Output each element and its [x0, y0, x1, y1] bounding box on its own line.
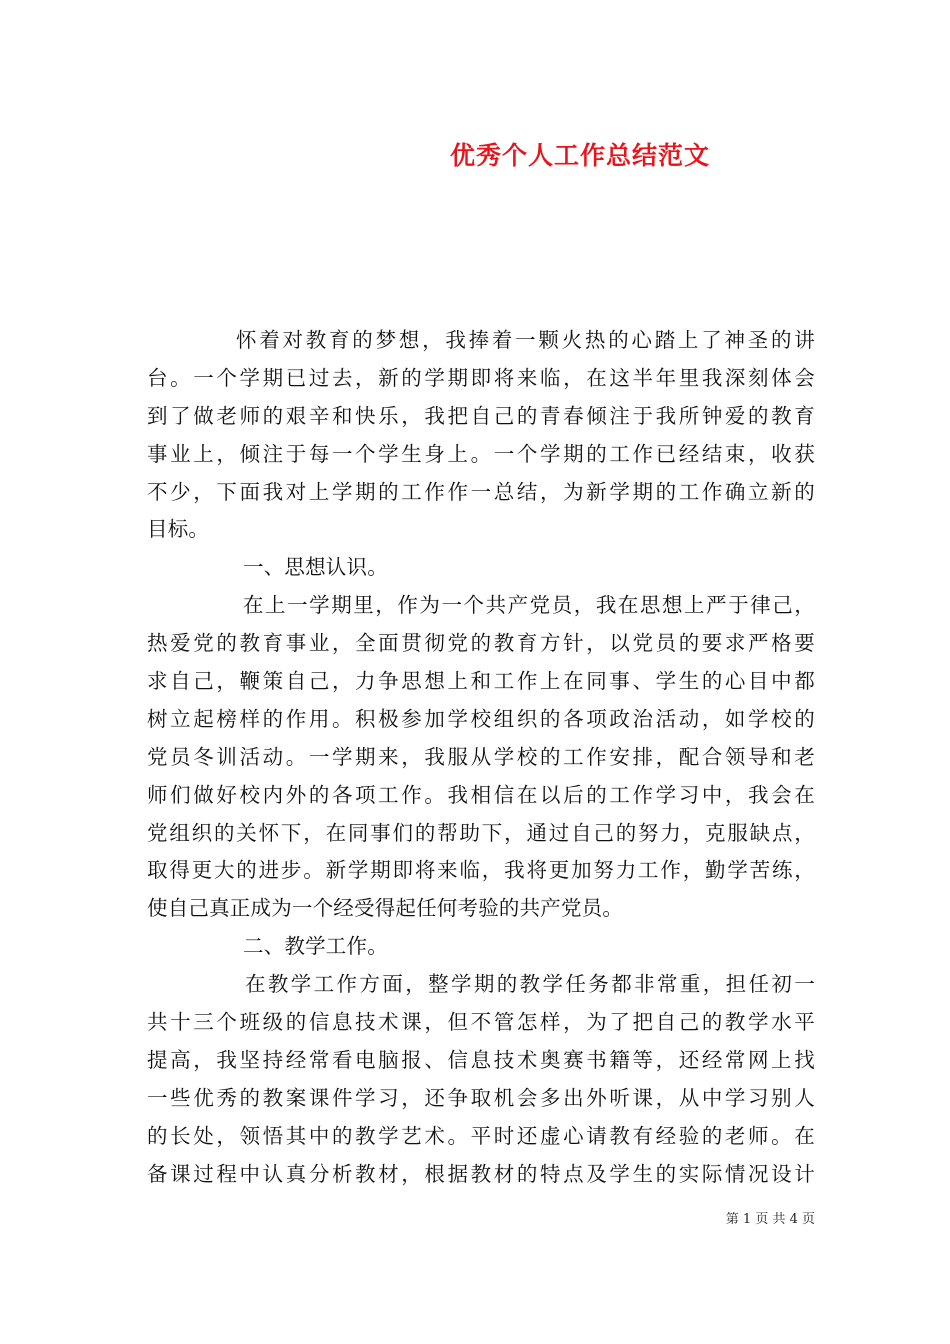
page-number: 第 1 页 共 4 页 — [725, 1212, 815, 1227]
section-heading: 二、教学工作。 — [243, 934, 388, 959]
body-line: 台。一个学期已过去，新的学期即将来临，在这半年里我深刻体会 — [147, 365, 815, 390]
body-line: 取得更大的进步。新学期即将来临，我将更加努力工作，勤学苦练， — [147, 858, 815, 883]
body-line: 党组织的关怀下，在同事们的帮助下，通过自己的努力，克服缺点， — [147, 820, 815, 845]
body-line: 不少，下面我对上学期的工作作一总结，为新学期的工作确立新的 — [147, 479, 815, 504]
body-line: 求自己，鞭策自己，力争思想上和工作上在同事、学生的心目中都 — [147, 669, 815, 694]
body-line: 在教学工作方面，整学期的教学任务都非常重，担任初一 — [245, 972, 815, 997]
body-line: 党员冬训活动。一学期来，我服从学校的工作安排，配合领导和老 — [147, 744, 815, 769]
document-title: 优秀个人工作总结范文 — [449, 141, 710, 170]
body-line: 共十三个班级的信息技术课，但不管怎样，为了把自己的教学水平 — [147, 1010, 815, 1035]
body-line: 怀着对教育的梦想，我捧着一颗火热的心踏上了神圣的讲 — [236, 328, 815, 352]
body-line: 的长处，领悟其中的教学艺术。平时还虚心请教有经验的老师。在 — [147, 1123, 815, 1148]
section-heading: 一、思想认识。 — [243, 555, 388, 580]
body-line: 备课过程中认真分析教材，根据教材的特点及学生的实际情况设计 — [147, 1161, 815, 1186]
body-line: 目标。 — [147, 517, 210, 542]
body-line: 事业上，倾注于每一个学生身上。一个学期的工作已经结束，收获 — [147, 441, 815, 466]
body-line: 使自己真正成为一个经受得起任何考验的共产党员。 — [147, 896, 624, 921]
body-line: 到了做老师的艰辛和快乐，我把自己的青春倾注于我所钟爱的教育 — [147, 403, 815, 428]
body-line: 提高，我坚持经常看电脑报、信息技术奥赛书籍等，还经常网上找 — [147, 1047, 815, 1072]
body-line: 师们做好校内外的各项工作。我相信在以后的工作学习中，我会在 — [147, 782, 815, 807]
body-line: 一些优秀的教案课件学习，还争取机会多出外听课，从中学习别人 — [147, 1085, 815, 1110]
document-body — [147, 322, 815, 1193]
body-line: 热爱党的教育事业，全面贯彻党的教育方针，以党员的要求严格要 — [147, 631, 815, 656]
body-line: 树立起榜样的作用。积极参加学校组织的各项政治活动，如学校的 — [147, 706, 815, 731]
body-line: 在上一学期里，作为一个共产党员，我在思想上严于律己， — [243, 593, 815, 618]
